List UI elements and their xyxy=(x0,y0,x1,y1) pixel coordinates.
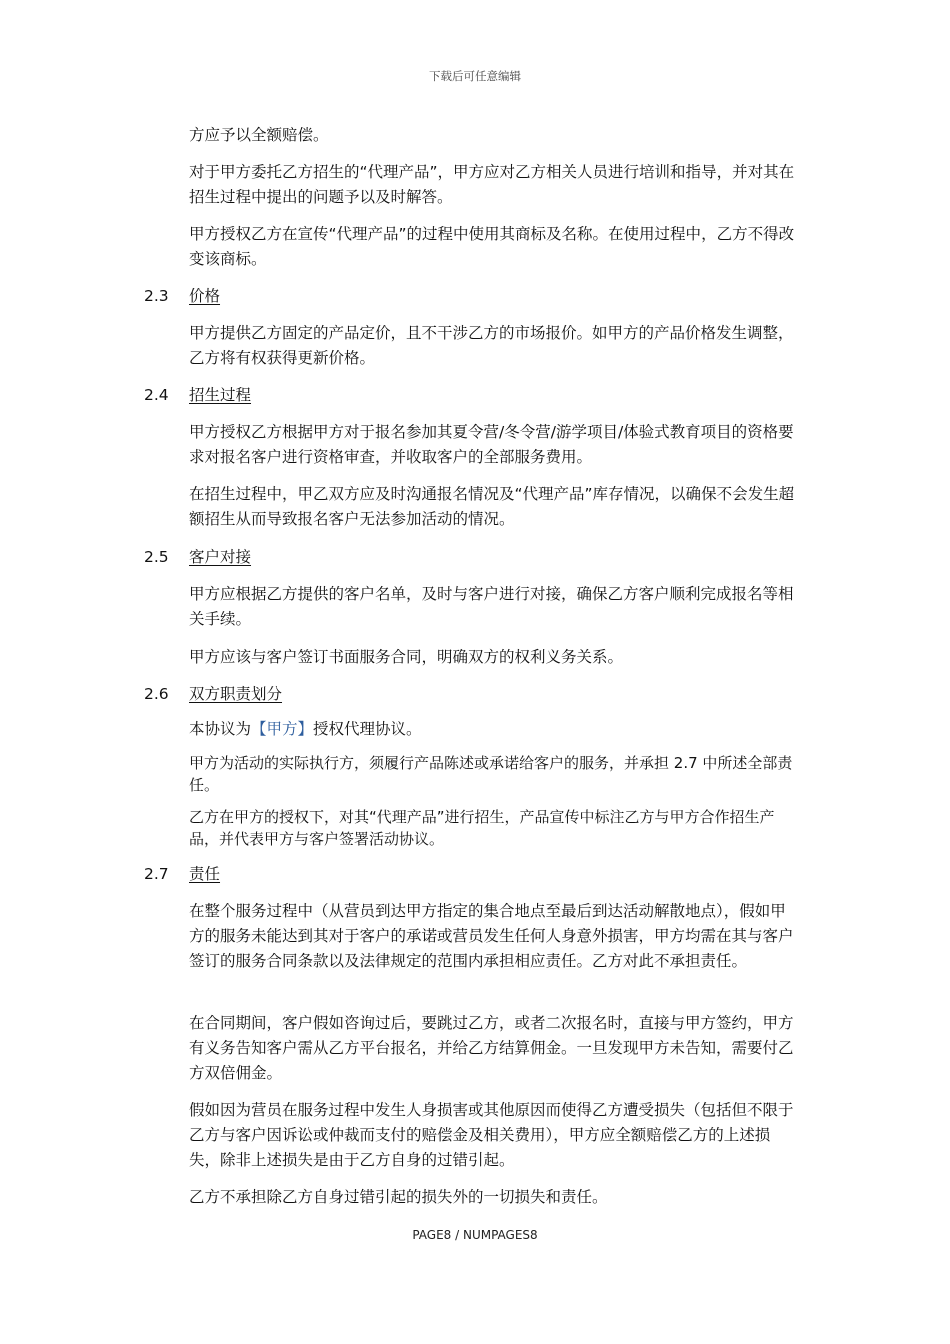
paragraph: 甲方授权乙方在宣传“代理产品”的过程中使用其商标及名称。在使用过程中，乙方不得改变该商标。 xyxy=(189,225,795,268)
paragraph: 甲方授权乙方根据甲方对于报名参加其夏令营/冬令营/游学项目/体验式教育项目的资格要求对报名客户进行资格审查，并收取客户的全部服务费用。 xyxy=(189,423,794,466)
party-highlight: 【甲方】 xyxy=(251,720,314,738)
section-heading-2-5 xyxy=(144,545,251,570)
paragraph: 在整个服务过程中（从营员到达甲方指定的集合地点至最后到达活动解散地点），假如甲方的服务未能达到其对于客户的承诺或营员发生任何人身意外损害，甲方均需在其与客户签订的服务合同条款以及法律规定的范围内承担相应责任。乙方对此不承担责任。 xyxy=(189,902,794,970)
section-heading-2-6 xyxy=(144,682,282,707)
section-number: 2.4 xyxy=(144,386,169,404)
paragraph: 甲方为活动的实际执行方，须履行产品陈述或承诺给客户的服务，并承担 2.7 中所述全部责任。 xyxy=(189,754,793,794)
section-title: 客户对接 xyxy=(189,548,252,566)
text-prefix: 本协议为 xyxy=(189,720,252,738)
section-title: 双方职责划分 xyxy=(189,685,283,703)
section-number: 2.3 xyxy=(144,287,169,305)
paragraph xyxy=(189,717,799,742)
paragraph: 在合同期间，客户假如咨询过后，要跳过乙方，或者二次报名时，直接与甲方签约，甲方有义务告知客户需从乙方平台报名，并给乙方结算佣金。一旦发现甲方未告知，需要付乙方双倍佣金。 xyxy=(189,1014,794,1082)
paragraph: 甲方应该与客户签订书面服务合同，明确双方的权利义务关系。 xyxy=(189,648,624,666)
paragraph: 对于甲方委托乙方招生的“代理产品”，甲方应对乙方相关人员进行培训和指导，并对其在招生过程中提出的问题予以及时解答。 xyxy=(189,163,795,206)
paragraph: 乙方不承担除乙方自身过错引起的损失外的一切损失和责任。 xyxy=(189,1188,608,1206)
section-title: 责任 xyxy=(189,865,221,883)
page-header: 下载后可任意编辑 xyxy=(429,69,521,83)
text-suffix: 授权代理协议。 xyxy=(313,720,422,738)
section-heading-2-7 xyxy=(144,862,220,887)
section-heading-2-3 xyxy=(144,284,220,309)
paragraph: 在招生过程中，甲乙双方应及时沟通报名情况及“代理产品”库存情况，以确保不会发生超额招生从而导致报名客户无法参加活动的情况。 xyxy=(189,485,795,528)
section-title: 价格 xyxy=(189,287,221,305)
paragraph: 假如因为营员在服务过程中发生人身损害或其他原因而使得乙方遭受损失（包括但不限于乙方与客户因诉讼或仲裁而支付的赔偿金及相关费用），甲方应全额赔偿乙方的上述损失，除非上述损失是由于乙方自身的过错引起。 xyxy=(189,1101,794,1169)
section-number: 2.6 xyxy=(144,685,169,703)
section-heading-2-4 xyxy=(144,383,251,408)
page-footer: PAGE8 / NUMPAGES8 xyxy=(412,1228,538,1242)
paragraph: 乙方在甲方的授权下，对其“代理产品”进行招生，产品宣传中标注乙方与甲方合作招生产品，并代表甲方与客户签署活动协议。 xyxy=(189,808,775,848)
paragraph: 甲方提供乙方固定的产品定价，且不干涉乙方的市场报价。如甲方的产品价格发生调整，乙方将有权获得更新价格。 xyxy=(189,324,794,367)
paragraph: 甲方应根据乙方提供的客户名单，及时与客户进行对接，确保乙方客户顺利完成报名等相关手续。 xyxy=(189,585,794,628)
section-number: 2.5 xyxy=(144,548,169,566)
section-title: 招生过程 xyxy=(189,386,252,404)
paragraph: 方应予以全额赔偿。 xyxy=(189,126,329,144)
section-number: 2.7 xyxy=(144,865,169,883)
